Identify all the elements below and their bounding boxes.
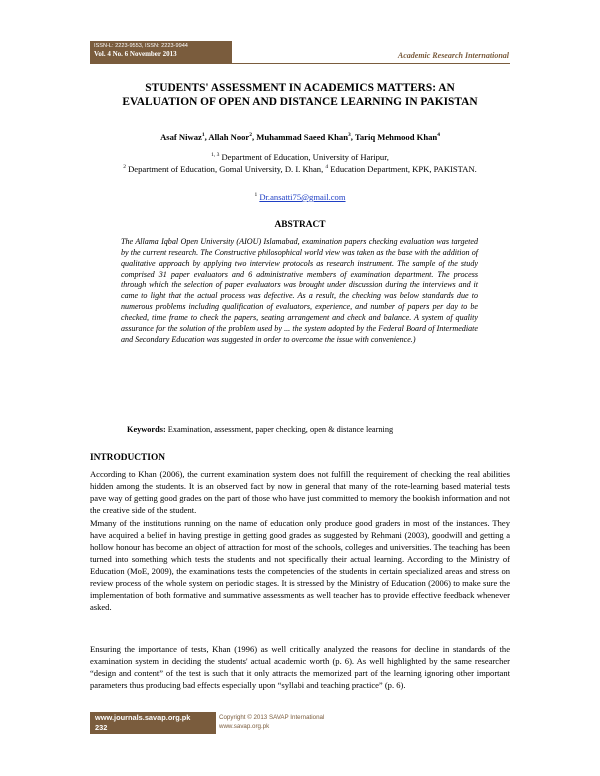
page-number: 232	[95, 722, 108, 732]
author-name: Tariq Mehmood Khan	[354, 132, 438, 142]
affiliation-sup: 4	[325, 164, 329, 171]
footer-site[interactable]: www.savap.org.pk	[219, 723, 270, 730]
volume-issue: Vol. 4 No. 6 November 2013	[94, 50, 177, 58]
author-list: Asaf Niwaz$^1$, Allah Noor$^2$, Muhammad Saeed Khan$^3$, Tariq Mehmood Khan$^4$	[160, 132, 440, 142]
affiliation-text: Department of Education, University of Haripur,	[219, 152, 389, 162]
author-sup: 4	[437, 132, 440, 139]
author-sup: 3	[347, 132, 351, 139]
journal-name: Academic Research International	[397, 51, 509, 60]
author-sup: 2	[249, 132, 252, 139]
section-heading-introduction: INTRODUCTION	[90, 453, 166, 463]
keywords-label: Keywords:	[127, 425, 166, 434]
paper-title: STUDENTS' ASSESSMENT IN ACADEMICS MATTERS: AN EVALUATION OF OPEN AND DISTANCE LEARNING IN PAKISTAN	[122, 82, 478, 108]
email-sup: 1	[254, 192, 258, 199]
issn-box	[90, 41, 232, 63]
author-name: Allah Noor	[208, 132, 250, 142]
keywords	[127, 425, 473, 434]
body-paragraph: Mmany of the institutions running on the name of education only produce good graders in most of the instances. They have acquired a belief in having prestige in getting good grades as suggested by Rehmani (2003), goodwill and getting a hollow honour has become an object of attraction for most of the schools, colleges and universities. The teaching has been turned into something which tests the students and not specifically their actual learning. According to the Ministry of Education (MoE, 2009), the examinations tests the competencies of the students in certain specialized areas and stress on review process of the whole system on periodic stages. It is stressed by the Ministry of Education (2006) to make sure the implementation of both formative and summative assessments as well teacher has to provide effective feedback whenever asked.	[90, 518, 510, 612]
body-paragraph: Ensuring the importance of tests, Khan (1996) as well critically analyzed the reasons for decline in standards of the examination system in deciding the students' actual academic worth (p. 6). As well highlighted by the same researcher “design and content” of the test is such that it only attracts the memorized part of the learning ignoring other important parameters thus producing bad effects especially upon “syllabi and teaching practice” (p. 6).	[90, 644, 510, 690]
affiliation-sup: 2	[123, 164, 126, 171]
abstract-body: The Allama Iqbal Open University (AIOU) Islamabad, examination papers checking evaluation was targeted by the current research. The Constructive philosophical world view was taken as the base with the addition of qualitative approach by applying two interview protocols as research instrument. The sample of the study comprised 31 paper evaluators and 6 administrative members of examination department. The process through which the selection of paper evaluators was brought under discussion during the interviews and it came to light that the actual process was defective. As a result, the checking was below standards due to numerous problems including qualification of evaluators, experience, and number of papers per day to be checked, time frame to check the papers, seating arrangement and check and balance. A system of quality assurance for the solution of the problem used by ... the system adopted by the Federal Board of Intermediate and Secondary Education was suggested in order to overcome the issue with convenience.)	[121, 237, 478, 344]
affiliation-text: Education Department, KPK, PAKISTAN.	[328, 164, 477, 174]
affiliation-sup: 1, 3	[211, 152, 220, 159]
affiliation-2	[110, 164, 490, 175]
keywords-text: Examination, assessment, paper checking, open & distance learning	[165, 425, 394, 434]
body-paragraph: According to Khan (2006), the current examination system does not fulfill the requirement of checking the real abilities hidden among the students. It is an observed fact by now in general that many of the rote-learning based material tests pave way of getting good grades on the part of those who have just committed to memory the bookish information and not the creative side of the student.	[90, 469, 510, 515]
email-link[interactable]: Dr.ansatti75@gmail.com	[259, 192, 346, 202]
author-name: Asaf Niwaz	[160, 132, 202, 142]
email-line	[90, 192, 510, 202]
abstract-heading: ABSTRACT	[274, 220, 326, 230]
author-name: Muhammad Saeed Khan	[256, 132, 348, 142]
affiliation-1	[110, 152, 490, 163]
footer-copyright: Copyright © 2013 SAVAP International	[219, 714, 325, 721]
footer-box	[90, 712, 216, 734]
footer-website[interactable]: www.journals.savap.org.pk	[95, 713, 191, 722]
header-divider	[90, 63, 510, 64]
footer-copyright-block	[219, 713, 324, 731]
affiliation-text: Department of Education, Gomal University, D. I. Khan,	[125, 164, 326, 174]
issn-text: ISSN-L: 2223-9553, ISSN: 2223-9944	[94, 43, 188, 49]
author-sup: 1	[201, 132, 205, 139]
